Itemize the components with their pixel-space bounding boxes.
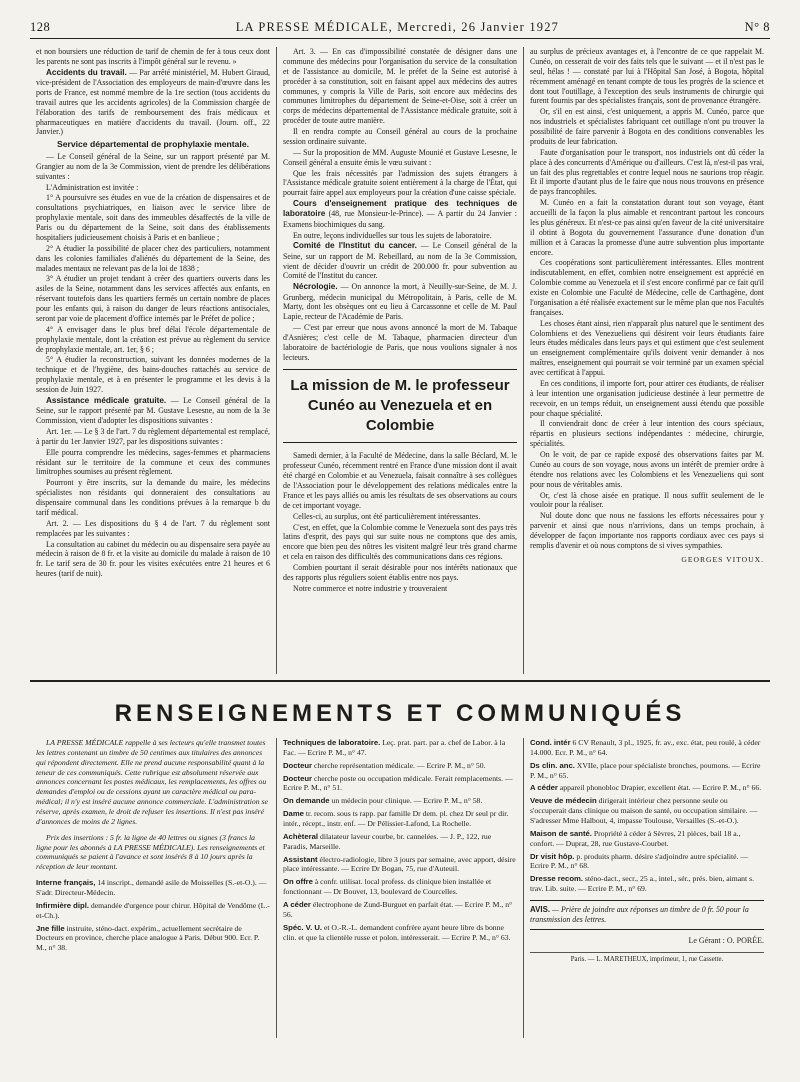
classified-ad (530, 738, 764, 758)
classifieds-column-2 (276, 738, 523, 1038)
header-rule (30, 38, 770, 39)
paragraph: Art. 3. — En cas d'impossibilité constatée de désigner dans une commune des médecins pour l'organisation du service de la consultation et de l'assistance au domicile, M. le préfet de la Seine est autorisé à procéder à sa constitution, soit en faisant appel aux médecins des autres communes, y compris la Ville de Paris, soit encore aux médecins des communes limitrophes du département de Seine-et-Oise, soit à créer un corps de médecins départemental de l'Assistance médicale gratuite, soit à procéder de toute autre manière. (283, 47, 517, 126)
ad-text: 6 CV Renault, 3 pl., 1925, fr. av., exc. état, peu roulé, à céder 14.000. Ecr. P. M., n° 64. (530, 738, 761, 757)
paragraph: — Le Conseil général de la Seine, sur un rapport présenté par M. Grangier au nom de la 3e Commission, vient de prendre les délibérations suivantes : (36, 151, 270, 181)
avis-text: — Prière de joindre aux réponses un timbre de 0 fr. 50 pour la transmission des lettres. (530, 905, 749, 925)
article-title: La mission de M. le professeur Cunéo au Venezuela et en Colombie (290, 376, 510, 435)
list-item: 2° A étudier la possibilité de placer chez des particuliers, notamment dans les colonies familiales d'aliénés du département de la Seine, des malades mentaux ne relevant pas de la loi de 1838 ; (36, 243, 270, 273)
running-header (30, 20, 770, 38)
ad-text: instruite, sténo-dact. expérim., actuellement secrétaire de Docteurs en province, cherche place analogue à Paris. Début 900. Ecr. P. M., n° 38. (36, 923, 260, 953)
classified-ad (283, 761, 517, 771)
ad-text: p. produits pharm. désire s'adjoindre autre spécialité. — Ecrire P. M., n° 68. (530, 851, 749, 871)
ad-heading: Cond. intér (530, 738, 571, 747)
ad-heading: Assistant (283, 854, 318, 864)
paragraph: M. Cunéo en a fait la constatation durant tout son voyage, étant accueilli de la façon la plus aimable et rencontrant partout les concours les plus généreux. Et n'est-ce pas ainsi qu'en faveur de la cité universitaire il obtint à Bogota du gouvernement l'assurance d'une donation d'un million et à Caracas la promesse d'une autre subvention plus importante encore. (530, 198, 764, 257)
classifieds-prices: Prix des insertions : 5 fr. la ligne de 40 lettres ou signes (3 francs la ligne pour les abonnés à LA PRESSE MÉDICALE). Les renseignements et communiqués se paient à l'avance et sont insérés 8 à 10 jours après la réception de leur montant. (36, 832, 265, 872)
rubric-text: — Le Conseil général de la Seine, sur un rapport de M. Rebeillard, au nom de la 3e Commission, vient de décider d'ouvrir un crédit de 200.000 fr. pour subvention au Comité de l'Institut du cancer. (283, 241, 517, 281)
article-title-box (283, 369, 517, 444)
paragraph: Que les frais nécessités par l'admission des sujets étrangers à l'Assistance médicale gratuite soient entièrement à la charge de l'État, qui pourrait faire appel aux employeurs pour la création d'une caisse spéciale. (283, 168, 517, 198)
ad-text: dilatateur laveur courbe, br. cannelées. — J. P., 122, rue Paradis, Marseille. (283, 831, 492, 851)
ad-heading: Maison de santé. (530, 828, 592, 838)
classified-ad (283, 923, 517, 943)
issue-number: N° 8 (744, 20, 770, 34)
ad-heading: Dr visit hôp. (530, 851, 575, 861)
paragraph: et non boursiers une réduction de tarif de chemin de fer à tous ceux dont les parents ne sont pas inscrits à l'impôt général sur le revenu. » (36, 47, 270, 66)
ad-heading: Infirmière dipl. (36, 900, 89, 910)
ad-heading: Veuve de médecin (530, 796, 597, 806)
classified-ad (36, 924, 270, 954)
classifieds-notice: LA PRESSE MÉDICALE rappelle à ses lecteurs qu'elle transmet toutes les lettres contenant un timbre de 50 centimes aux titulaires des annonces qui répondent directement. Elle ne prend aucune responsabilité quant à la teneur de ces communiqués. Cette rubrique est absolument réservée aux annonces concernant les postes médicaux, les remplacements, les offres ou demandes d'emploi ou de cessions ayant un caractère médical ou para-médical; il n'y est inséré aucune annonce commerciale. L'administration se réserve, après examen, le droit de refuser les insertions. Il n'est pas inséré d'annonces de moins de 2 lignes. (36, 738, 268, 826)
rubric-heading: Assistance médicale gratuite. (46, 395, 167, 405)
classified-ad (283, 809, 517, 829)
gerant-line: Le Gérant : O. PORÉE. (688, 936, 764, 946)
classified-ad (36, 901, 270, 921)
article-signature: GEORGES VITOUX. (681, 554, 764, 564)
ad-heading: Ds clin. anc. (530, 760, 575, 770)
ad-text: un médecin pour clinique. — Ecrire P. M., n° 58. (331, 796, 483, 806)
news-item-cours (283, 199, 517, 229)
classified-ad (530, 796, 764, 826)
list-item: 1° A poursuivre ses études en vue de la création de dispensaires et de consultations psychiatriques, en liaison avec le service libre de prophylaxie mentale, soit dans des immeubles désaffectés de la ville de Paris ou du département de la Seine, soit dans des établissements hospitaliers judicieusement choisis à Paris et en banlieue ; (36, 193, 270, 242)
ad-heading: On offre (283, 877, 313, 887)
ad-heading: Docteur (283, 760, 313, 770)
ad-heading: Techniques de laboratoire. (283, 738, 381, 747)
classified-ad (530, 783, 764, 793)
paragraph: Notre commerce et notre industrie y trouveraient (293, 583, 448, 593)
paragraph: Art. 2. — Les dispositions du § 4 de l'art. 7 du règlement sont remplacées par les suivantes : (36, 518, 270, 538)
list-item: 4° A envisager dans le plus bref délai l'école départementale de prophylaxie mentale, dont la création est prévue au règlement du service de prophylaxie mentale, art. 1er, § 6 ; (36, 324, 270, 354)
paragraph: Or, s'il en est ainsi, c'est uniquement, a appris M. Cunéo, parce que nos industriels et spécialistes fabriquant cet outillage n'ont pu trouver la possibilité de faire parvenir à Bogota en des conditions convenables les produits de leur fabrication. (530, 107, 764, 146)
rubric-text: — Le Conseil général de la Seine, sur le rapport présenté par M. Gustave Lesesne, au nom de la 3e Commission, vient d'adopter les dispositions suivantes : (36, 395, 270, 426)
paragraph: En outre, leçons individuelles sur tous les sujets de laboratoire. (293, 230, 492, 240)
paragraph: Celles-ci, au surplus, ont été particulièrement intéressantes. (293, 511, 481, 521)
avis-box (530, 900, 764, 930)
ad-text: tr. recom. sous ts rapp. par famille Dr dem. pl. chez Dr seul pr dir. intér., récept., instr. enf. — Dr Pélissier-Lafond, La Rochelle. (283, 809, 509, 829)
column-2 (276, 47, 523, 674)
paragraph: C'est, en effet, que la Colombie comme le Venezuela sont des pays très latins d'esprit, des pays qui sur suite nous ne comptons que des amis, encore que bien peu des nôtres les visitent malgré leur très grand charme et cela en raison des difficultés des communications dans ces régions. (283, 522, 517, 562)
ad-text: 14 inscript., demandé asile de Moisselles (S.-et-O.). — S'adr. Directeur-Médecin. (36, 878, 267, 898)
banner-rule (30, 680, 770, 682)
ad-text: appareil phonobloc Drapier, excellent état. — Ecrire P. M., n° 66. (559, 783, 762, 793)
news-item-accidents (36, 68, 270, 138)
rubric-text: — Par arrêté ministériel, M. Hubert Giraud, vice-président de l'Association des employeurs de main-d'œuvre dans les ports de France, est nommé membre de la 1re section (tous accidents du travail autres que les accidents agricoles) de la Commission chargée de l'élaboration des tarifs de remboursement des frais médicaux et pharmaceutiques en matière d'accidents du travail. (Journ. off., 22 Janvier.) (36, 67, 270, 137)
ad-text: et O.-R.-L. demandent confrère ayant heure libre ds bonne clin. et que la clientèle russe et polon. intéresserait. — Ecrire P. M., n° 63. (283, 922, 511, 942)
ad-text: dirigerait intérieur chez personne seule ou s'occuperait dans clinique ou maison de santé, ou occupation similaire. — S'adresser Mme Halbout, 4, impasse Toulouse, Versailles (S.-et-O.). (530, 796, 758, 826)
ad-heading: Dresse recom. (530, 874, 583, 884)
printer-line: Paris. — L. MARETHEUX, imprimeur, 1, rue Cassette. (530, 952, 764, 965)
paragraph: Combien pourtant il serait désirable pour nos intérêts nationaux que des rapports plus réguliers soient établis entre nos pays. (283, 563, 517, 582)
ad-text: sténo-dact., secr., 25 a., intel., sér., prés. bien, aimant s. trav. Lib. suite. — Ecrire P. M., n° 69. (530, 874, 755, 894)
page-number: 128 (30, 20, 51, 34)
paragraph: Ces coopérations sont particulièrement intéressantes. Elles montrent indiscutablement, en effet, combien notre enseignement est apprécié en Colombie comme au Venezuela et il s'est encore confirmé par ce fait qu'il existe en Colombie une Faculté de Médecine, celle de Carthagène, dont l'organisation a été réalisée exactement sur le même plan que nos Facultés françaises. (530, 258, 764, 317)
paragraph: Elle pourra comprendre les médecins, sages-femmes et pharmaciens résidant sur le territoire de la commune et ceux des communes limitrophes soumises au présent règlement. (36, 447, 270, 477)
ad-text: XVIIe, place pour spécialiste bronches, poumons. — Ecrire P. M., n° 65. (530, 760, 761, 780)
news-item-assistance (36, 396, 270, 426)
rubric-heading: Accidents du travail. (46, 67, 127, 77)
ad-heading: On demande (283, 796, 330, 806)
news-item-necrologie (283, 282, 517, 322)
paragraph: Les choses étant ainsi, rien n'apparaît plus naturel que le sentiment des Colombiens et des Venezueliens qui désirent voir leurs étudiants faire leurs études médicales dans leurs pays et qui estiment que c'est seulement un enseignement complémentaire qu'ils doivent venir demander à nos maîtres, enseignement qui pourrait se voir terminé par un examen spécial avec certificat à l'appui. (530, 318, 764, 377)
paragraph: L'Administration est invitée : (46, 182, 139, 192)
classified-ad (283, 855, 517, 875)
ad-heading: Docteur (283, 773, 313, 783)
classified-ad (530, 852, 764, 872)
ad-heading: A céder (283, 900, 311, 910)
avis-heading: AVIS. (530, 905, 551, 915)
rubric-text: (48, rue Monsieur-le-Prince). — A partir du 24 Janvier : Examens biochimiques du sang. (283, 209, 517, 229)
ad-text: électrophone de Zund-Burguet en parfait état. — Ecrire P. M., n° 56. (283, 900, 513, 919)
column-3 (523, 47, 770, 674)
paragraph: Il en rendra compte au Conseil général au cours de la prochaine session ordinaire suivante. (283, 127, 517, 146)
classifieds-column-1 (30, 738, 276, 1038)
ad-text: électro-radiologie, libre 3 jours par semaine, avec apport, désire place intéressante. — Ecrire Dr Bogan, 75, rue d'Auteuil. (283, 854, 516, 874)
classified-ad (283, 796, 517, 806)
classified-ad (530, 829, 764, 849)
classified-ad (283, 877, 517, 897)
rubric-text: — On annonce la mort, à Neuilly-sur-Seine, de M. J. Grunberg, médecin municipal du Métropolitain, à Paris, celle de M. Marty, dont les obsèques ont eu lieu à Carcassonne et celle de M. Paul Lapie, recteur de l'Académie de Paris. (283, 282, 517, 322)
paragraph: Or, c'est là chose aisée en pratique. Il nous suffit seulement de le vouloir pour la réaliser. (530, 490, 764, 510)
paragraph: Faute d'organisation pour le transport, nos industriels ont dû céder la place à des concurrents d'Amérique ou d'ailleurs. C'est là, n'est-il pas vrai, un fait des plus regrettables et contre lequel nous ne saurions trop réagir. Et il importe d'autant plus de le faire que nous nous trouvons en présence de pays francophiles. (530, 147, 764, 197)
news-columns (30, 47, 770, 674)
ad-text: à confr. utilisat. local profess. ds clinique bien installée et fonctionnant — Dr Bouvet, 13, boulevard de Courcelles. (283, 877, 492, 897)
ad-text: cherche poste ou occupation médicale. Ferait remplacements. — Ecrire P. M., n° 51. (283, 773, 513, 793)
classified-ad (530, 761, 764, 781)
paragraph: — Sur la proposition de MM. Auguste Mounié et Gustave Lesesne, le Conseil général a ensuite émis le vœu suivant : (283, 147, 517, 167)
paragraph: On le voit, de par ce rapide exposé des observations faites par M. Cunéo au cours de son voyage, nous avons un intérêt de premier ordre à étendre nos relations avec les Colombiens et les Venezueliens qui sont pour nous de véritables amis. (530, 450, 764, 489)
rubric-heading: Nécrologie. (293, 282, 338, 292)
classifieds-column-3 (523, 738, 770, 1038)
list-item: 3° A étudier un projet tendant à créer des quartiers ouverts dans les asiles de la Seine, notamment dans les services affectés aux enfants, en réservant toutefois dans les quartiers fermés un certain nombre de places pour les enfants qui, à raison du danger de leurs réactions antisociales, seront par voie de placement d'office internés par le Préfet de police ; (36, 274, 270, 323)
paragraph: Nul doute donc que nous ne fassions les efforts nécessaires pour y parvenir et ainsi que nous n'arrivions, dans un temps prochain, à développer de façon importante nos rapports cordiaux avec ces pays si remplis d'avenir et où nous comptons de si vives sympathies. (530, 511, 764, 550)
classified-ad (283, 832, 517, 852)
ad-text: Propriété à céder à Sèvres, 21 pièces, bail 18 a., confort. — Duprat, 28, rue Gustave-Courbet. (530, 828, 741, 848)
paragraph: Pourront y être inscrits, sur la demande du maire, les médecins spécialistes non résidants qui donneraient des consultations au dispensaire communal dans les conditions prévues à la remarque b du tarif médical. (36, 478, 270, 517)
paragraph: Art. 1er. — Le § 3 de l'art. 7 du règlement départemental est remplacé, à partir du 1er Janvier 1927, par les dispositions suivantes : (36, 426, 270, 446)
rubric-heading: Comité de l'Institut du cancer. (293, 241, 417, 251)
classifieds-banner: RENSEIGNEMENTS ET COMMUNIQUÉS (114, 700, 686, 727)
classified-ad (283, 900, 517, 920)
paragraph: En ces conditions, il importe fort, pour attirer ces étudiants, de réaliser à leur intention une organisation judicieuse destinée à leur permettre de recevoir, en un temps réduit, un enseignement aussi étendu que possible pour chaque spécialité. (530, 378, 764, 418)
classifieds-columns (30, 738, 770, 1038)
paragraph: au surplus de précieux avantages et, à l'encontre de ce que rappelait M. Cunéo, on cesserait de voir des faits tels que le suivant — et il n'est pas le seul, hélas ! — constaté par lui à l'Hôpital San José, à Bogota, hôpital récemment aménagé en tenant compte de tous les progrès de la science et dont tout l'outillage, à l'exception des seuls instruments de chirurgie qui furent fournis par des spécialistes français, sont de provenance étrangère. (530, 47, 764, 106)
ad-text: cherche représentation médicale. — Ecrire P. M., n° 50. (313, 760, 486, 770)
news-item-comite (283, 241, 517, 281)
classified-ad (36, 878, 270, 898)
ad-text: demandée d'urgence pour chirur. Hôpital de Vendôme (L.-et-Ch.). (36, 900, 270, 920)
classified-ad (530, 874, 764, 894)
journal-title: LA PRESSE MÉDICALE, Mercredi, 26 Janvier 1927 (235, 20, 560, 34)
classified-ad (283, 738, 517, 758)
ad-heading: Dame (283, 809, 304, 819)
ad-heading: Achèteral (283, 831, 319, 841)
rubric-heading: Cours d'enseignement pratique des techniques de laboratoire (283, 199, 517, 219)
ad-heading: Interne français, (36, 878, 96, 888)
ad-heading: Jne fille (36, 923, 65, 933)
section-heading: Service départemental de prophylaxie mentale. (56, 139, 249, 150)
list-item: 5° A étudier la reconstruction, suivant les données modernes de la technique et de l'hygiène, des bains-douches rattachés au service de prophylaxie mentale, et à en présenter le programme et les devis à la session de Juin 1927. (36, 355, 270, 395)
paragraph: — C'est par erreur que nous avons annoncé la mort de M. Tabaque d'Asnières; c'est celle de M. Tabaque, pharmacien directeur d'un laboratoire de bactériologie de Paris, que nous voulions signaler à nos lecteurs. (283, 323, 517, 362)
column-1 (30, 47, 276, 674)
ad-heading: Spéc. V. U. (283, 922, 323, 932)
paragraph: La consultation au cabinet du médecin ou au dispensaire sera payée au médecin à raison de 8 fr. et la visite au domicile du malade à raison de 10 fr. Le tarif sera de 30 fr. pour les visites exécutées entre 21 heures et 6 heures (tarif de nuit). (36, 539, 270, 579)
paragraph: Samedi dernier, à la Faculté de Médecine, dans la salle Béclard, M. le professeur Cunéo, récemment rentré en France d'une mission dont il avait été chargé en Colombie et au Venezuela, faisait connaître à ses collègues de l'Association pour le développement des relations médicales entre la France et les pays alliés ou amis les résultats de ses observations au cours de cet important voyage. (283, 451, 517, 510)
classified-ad (283, 774, 517, 794)
ad-text: Leç. prat. part. par a. chef de Labor. à la Fac. — Ecrire P. M., n° 47. (283, 738, 506, 757)
paragraph: Il conviendrait donc de créer à leur intention des cours spéciaux, répartis en plusieurs sections indépendantes : médecine, chirurgie, spécialités. (530, 419, 764, 449)
ad-heading: A céder (530, 783, 558, 793)
